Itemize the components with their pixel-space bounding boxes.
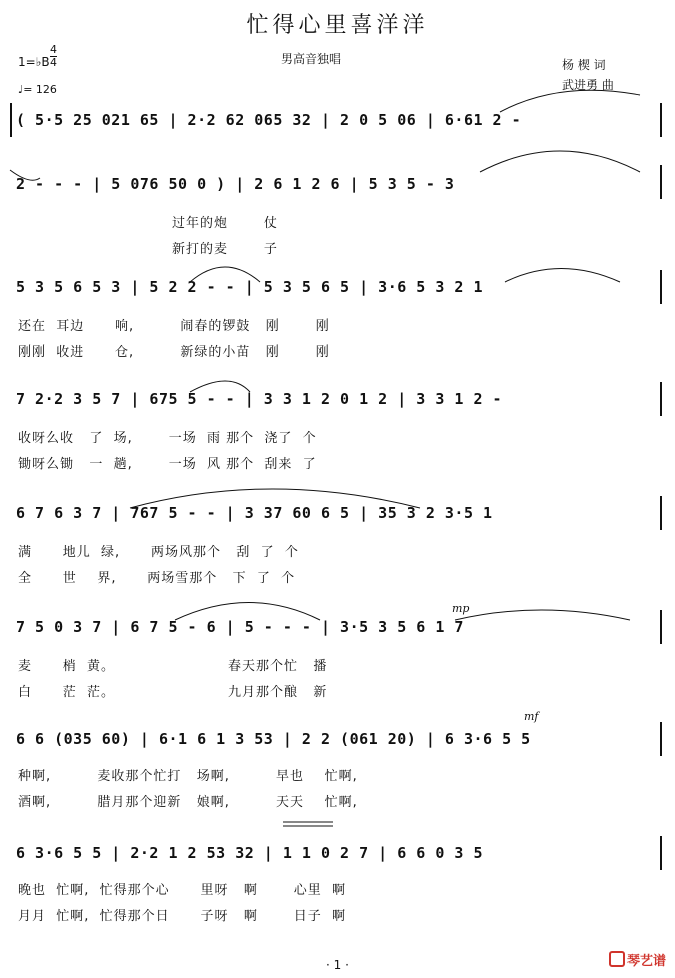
- page-number: · 1 ·: [326, 958, 349, 972]
- lyrics-verse-2: 白 茫 茫。 九月那个酿 新: [18, 685, 328, 700]
- lyrics-verse-1: 过年的炮 仗: [18, 216, 278, 231]
- lyrics-verse-2: 新打的麦 子: [18, 242, 278, 257]
- lyrics-verse-2: 刚刚 收进 仓, 新绿的小苗 刚 刚: [18, 345, 330, 360]
- time-signature-top: 4: [50, 43, 57, 56]
- logo-text: 琴艺谱: [627, 954, 667, 969]
- slur: [455, 610, 630, 620]
- lyricist-credit: 杨 楔 词: [562, 58, 606, 72]
- slur: [190, 267, 260, 282]
- lyrics-verse-2: 全 世 界, 两场雪那个 下 了 个: [18, 571, 296, 586]
- notation-line: 6 3·6 5 5 | 2·2 1 2 53 32 | 1 1 0 2 7 | 6 6 0 3 5: [16, 844, 484, 862]
- logo-icon: [609, 951, 625, 967]
- slur: [190, 381, 250, 392]
- notation-line: 7 5 0 3 7 | 6 7 5 - 6 | 5 - - - | 3·5 3 5 6 1 7: [16, 618, 464, 636]
- key-signature: 1=♭B: [18, 55, 50, 69]
- slur: [500, 90, 640, 112]
- lyrics-verse-2: 月月 忙啊, 忙得那个日 子呀 啊 日子 啊: [18, 909, 347, 924]
- lyrics-verse-1: 麦 梢 黄。 春天那个忙 播: [18, 659, 328, 674]
- lyrics-verse-1: 晚也 忙啊, 忙得那个心 里呀 啊 心里 啊: [18, 883, 347, 898]
- tie: [10, 170, 40, 180]
- lyrics-verse-1: 收呀么收 了 场, 一场 雨 那个 浇了 个: [18, 431, 317, 446]
- notation-line: 5 3 5 6 5 3 | 5 2 2 - - | 5 3 5 6 5 | 3·6 5 3 2 1: [16, 278, 484, 296]
- dynamic-marking: mp: [452, 602, 470, 615]
- slur: [505, 269, 620, 283]
- lyrics-verse-1: 种啊, 麦收那个忙打 场啊, 早也 忙啊,: [18, 769, 358, 784]
- dynamic-marking: mf: [524, 710, 539, 723]
- performance-subtitle: 男高音独唱: [281, 52, 342, 66]
- time-signature-bottom: 4: [50, 56, 57, 69]
- notation-line: 6 6 (035 60) | 6·1 6 1 3 53 | 2 2 (061 20) | 6 3·6 5 5: [16, 730, 531, 748]
- site-logo[interactable]: [609, 950, 666, 969]
- lyrics-verse-1: 还在 耳边 响, 闹春的锣鼓 刚 刚: [18, 319, 330, 334]
- notation-line: 2 - - - | 5 076 50 0 ) | 2 6 1 2 6 | 5 3 5 - 3: [16, 175, 455, 193]
- notation-line: 7 2·2 3 5 7 | 675 5 - - | 3 3 1 2 0 1 2 | 3 3 1 2 -: [16, 390, 503, 408]
- song-title: 忙得心里喜洋洋: [246, 13, 429, 38]
- slur: [130, 489, 420, 508]
- tempo-marking: ♩= 126: [18, 83, 57, 96]
- notation-line: 6 7 6 3 7 | 767 5 - - | 3 37 60 6 5 | 35 3 2 3·5 1: [16, 504, 493, 522]
- slur: [480, 151, 640, 172]
- notation-line: ( 5·5 25 021 65 | 2·2 62 065 32 | 2 0 5 06 | 6·61 2 -: [16, 111, 522, 129]
- composer-credit: 武进勇 曲: [562, 78, 614, 92]
- lyrics-verse-2: 锄呀么锄 一 趟, 一场 风 那个 刮来 了: [18, 457, 317, 472]
- slur: [175, 603, 320, 621]
- lyrics-verse-1: 满 地儿 绿, 两场风那个 刮 了 个: [18, 545, 299, 560]
- lyrics-verse-2: 酒啊, 腊月那个迎新 娘啊, 天天 忙啊,: [18, 795, 358, 810]
